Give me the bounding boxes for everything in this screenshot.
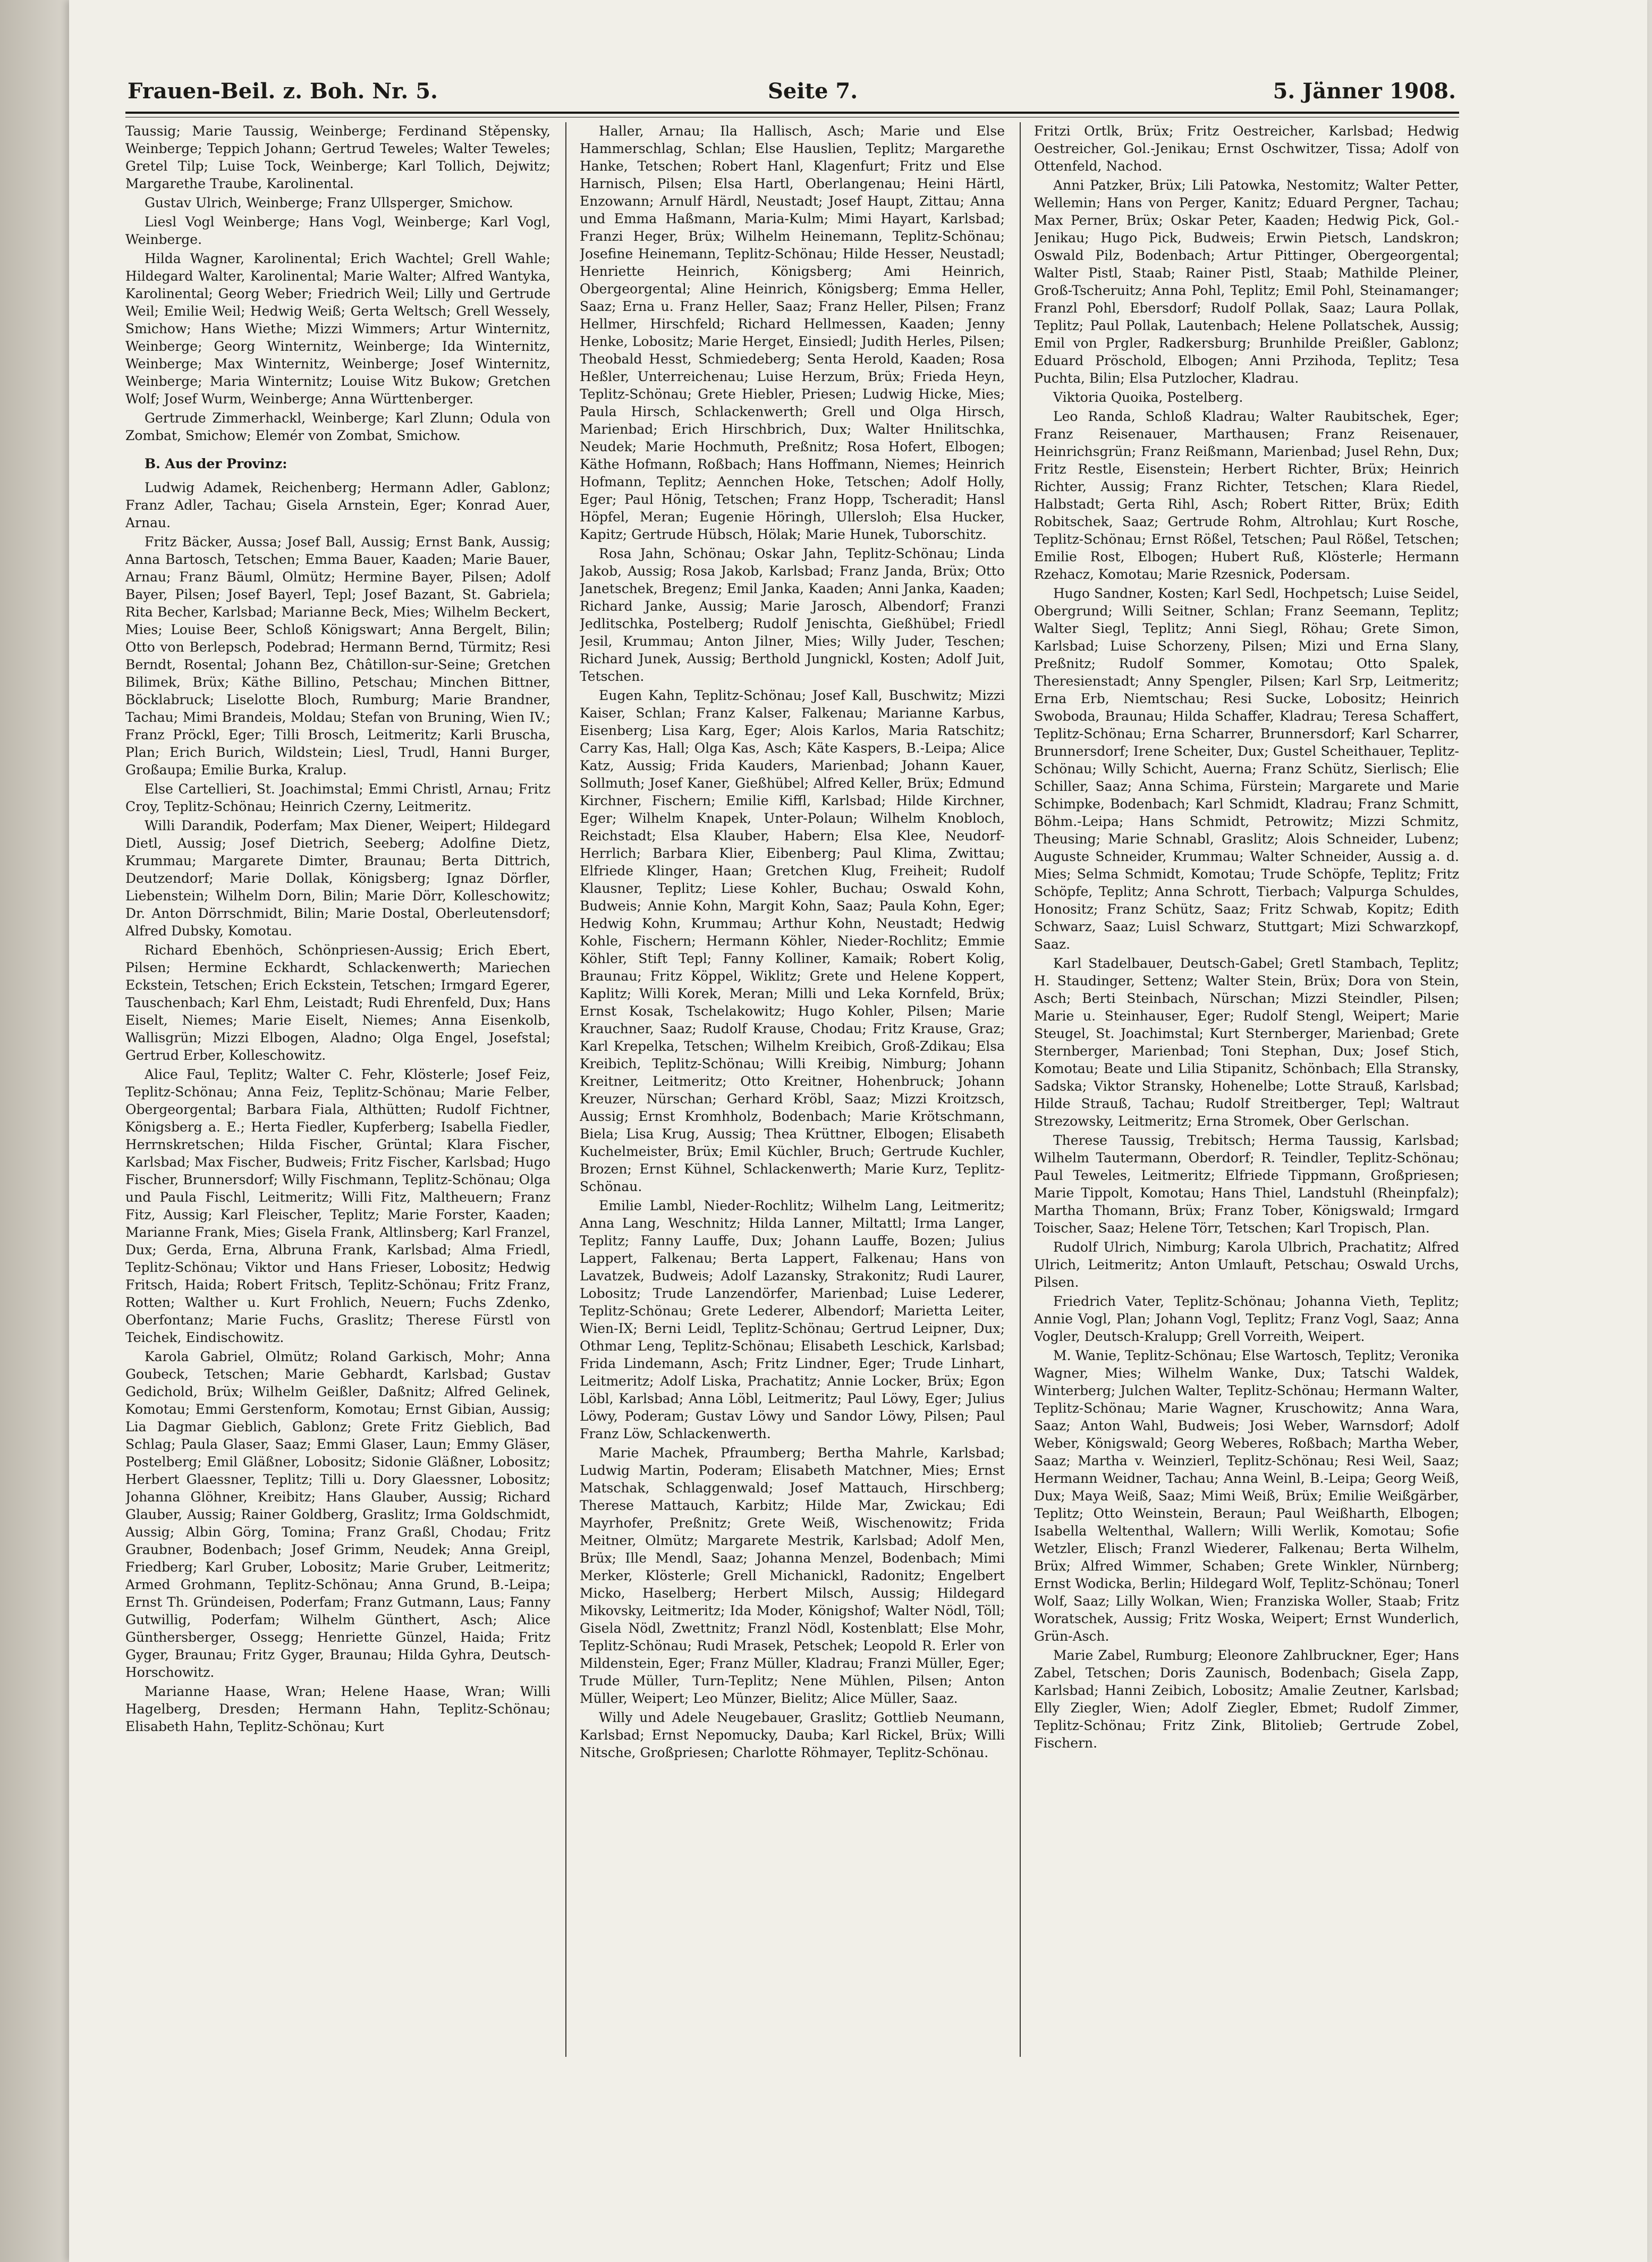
name-list-paragraph: Hugo Sandner, Kosten; Karl Sedl, Hochpetsch; Luise Seidel, Obergrund; Willi Seitner, Schlan; Franz Seemann, Teplitz; Walter Siegl, Teplitz; Anni Siegl, Röhau; Grete Simon, Karlsbad; Luise Schorzeny, Pilsen; Mizi und Erna Slany, Preßnitz; Rudolf Sommer, Komotau; Otto Spalek, Theresienstadt; Anny Spengler, Pilsen; Karl Srp, Leitmeritz; Erna Erb, Niemtschau; Resi Sucke, Lobositz; Heinrich Swoboda, Braunau; Hilda Schaffer, Kladrau; Teresa Schaffert, Teplitz-Schönau; Erna Scharrer, Brunnersdorf; Karl Scharrer, Brunnersdorf; Irene Scheiter, Dux; Gustel Scheithauer, Teplitz-Schönau; Willy Schicht, Auerna; Franz Schütz, Sierlisch; Elie Schiller, Saaz; Anna Schima, Fürstein; Margarete und Marie Schimpke, Bodenbach; Karl Schmidt, Kladrau; Franz Schmitt, Böhm.-Leipa; Hans Schmidt, Petrowitz; Mizzi Schmitz, Theusing; Marie Schnabl, Graslitz; Alois Schneider, Lubenz; Auguste Schneider, Krummau; Walter Schneider, Aussig a. d. Mies; Selma Schmidt, Komotau; Trude Schöpfe, Teplitz; Fritz Schöpfe, Teplitz; Anna Schrott, Tierbach; Valpurga Schuldes, Honositz; Franz Schütz, Saaz; Fritz Schwab, Kopitz; Edith Schwarz, Saaz; Luisl Schwarz, Stuttgart; Mizi Schwarzkopf, Saaz. (1034, 586, 1459, 952)
page-binding-edge (0, 0, 69, 2262)
name-list-paragraph: Leo Randa, Schloß Kladrau; Walter Raubitschek, Eger; Franz Reisenauer, Marthausen; Franz Reisenauer, Heinrichsgrün; Franz Reißmann, Marienbad; Jusel Rehn, Dux; Fritz Restle, Eisenstein; Herbert Richter, Brüx; Heinrich Richter, Aussig; Franz Richter, Tetschen; Klara Riedel, Halbstadt; Gerta Rihl, Asch; Robert Ritter, Brüx; Edith Robitschek, Saaz; Gertrude Rohm, Altrohlau; Kurt Rosche, Teplitz-Schönau; Ernst Rößel, Tetschen; Paul Rößel, Tetschen; Emilie Rost, Elbogen; Hubert Ruß, Klösterle; Hermann Rzehacz, Komotau; Marie Rzesnick, Podersam. (1034, 409, 1459, 582)
name-list-paragraph: Gustav Ulrich, Weinberge; Franz Ullsperger, Smichow. (145, 195, 513, 210)
name-list-paragraph: Gertrude Zimmerhackl, Weinberge; Karl Zlunn; Odula von Zombat, Smichow; Elemér von Zombat, Smichow. (125, 410, 550, 443)
name-list-paragraph: Eugen Kahn, Teplitz-Schönau; Josef Kall, Buschwitz; Mizzi Kaiser, Schlan; Franz Kalser, Falkenau; Marianne Karbus, Eisenberg; Lisa Karg, Eger; Alois Karlos, Maria Ratschitz; Carry Kas, Hall; Olga Kas, Asch; Käte Kaspers, B.-Leipa; Alice Katz, Aussig; Frida Kauders, Marienbad; Johann Kauer, Sollmuth; Josef Kaner, Gießhübel; Alfred Keller, Brüx; Edmund Kirchner, Fischern; Emilie Kiffl, Karlsbad; Hilde Kirchner, Eger; Wilhelm Knapek, Unter-Polaun; Wilhelm Knobloch, Reichstadt; Elsa Klauber, Habern; Elsa Klee, Neudorf-Herrlich; Barbara Klier, Eibenberg; Paul Klima, Zwittau; Elfriede Klinger, Haan; Gretchen Klug, Freiheit; Rudolf Klausner, Teplitz; Liese Kohler, Buchau; Oswald Kohn, Budweis; Annie Kohn, Margit Kohn, Saaz; Paula Kohn, Eger; Hedwig Kohn, Krummau; Arthur Kohn, Neustadt; Hedwig Kohle, Fischern; Hermann Köhler, Nieder-Rochlitz; Emmie Köhler, Stift Tepl; Fanny Kolliner, Kamaik; Robert Kolig, Braunau; Fritz Köppel, Wiklitz; Grete und Helene Koppert, Kaplitz; Willi Korek, Meran; Milli und Leka Kornfeld, Brüx; Ernst Kosak, Tschelakowitz; Hugo Kohler, Pilsen; Marie Krauchner, Saaz; Rudolf Krause, Chodau; Fritz Krause, Graz; Karl Krepelka, Tetschen; Wilhelm Kreibich, Groß-Zdikau; Elsa Kreibich, Teplitz-Schönau; Willi Kreibig, Nimburg; Johann Kreitner, Leitmeritz; Otto Kreitner, Hohenbruck; Johann Kreuzer, Nürschan; Gerhard Kröbl, Saaz; Mizzi Kroitzsch, Aussig; Ernst Kromhholz, Bodenbach; Marie Krötschmann, Biela; Lisa Krug, Aussig; Thea Krüttner, Elbogen; Elisabeth Kuchelmeister, Brüx; Emil Küchler, Bruch; Gertrude Kuchler, Brozen; Ernst Kühnel, Schlackenwerth; Marie Kurz, Teplitz-Schönau. (580, 688, 1005, 1194)
name-list-paragraph: Liesl Vogl Weinberge; Hans Vogl, Weinberge; Karl Vogl, Weinberge. (125, 214, 550, 247)
page-header (128, 79, 1456, 111)
name-list-paragraph: Friedrich Vater, Teplitz-Schönau; Johanna Vieth, Teplitz; Annie Vogl, Plan; Johann Vogl, Teplitz; Franz Vogl, Saaz; Anna Vogler, Deutsch-Kralupp; Grell Vorreith, Weipert. (1034, 1294, 1459, 1344)
column-middle (580, 122, 1005, 2089)
name-list-paragraph: Karl Stadelbauer, Deutsch-Gabel; Gretl Stambach, Teplitz; H. Staudinger, Settenz; Walter Stein, Brüx; Dora von Stein, Asch; Berti Steinbach, Nürschan; Mizzi Steindler, Pilsen; Marie u. Steinhauser, Eger; Rudolf Stengl, Weipert; Marie Steugel, St. Joachimstal; Kurt Sternberger, Marienbad; Grete Sternberger, Marienbad; Toni Stephan, Dux; Josef Stich, Komotau; Beate und Lilia Stipanitz, Schönbach; Ella Stransky, Sadska; Viktor Stransky, Hohenelbe; Lotte Strauß, Karlsbad; Hilde Strauß, Tachau; Rudolf Streitberger, Tepl; Waltraut Strezowsky, Leitmeritz; Erna Stromek, Ober Gerlschan. (1034, 956, 1459, 1129)
name-list-paragraph: Ludwig Adamek, Reichenberg; Hermann Adler, Gablonz; Franz Adler, Tachau; Gisela Arnstein, Eger; Konrad Auer, Arnau. (125, 480, 550, 530)
name-list-paragraph: Rosa Jahn, Schönau; Oskar Jahn, Teplitz-Schönau; Linda Jakob, Aussig; Rosa Jakob, Karlsbad; Franz Janda, Brüx; Otto Janetschek, Bregenz; Emil Janka, Kaaden; Anni Janka, Kaaden; Richard Janke, Aussig; Marie Jarosch, Albendorf; Franzi Jedlitschka, Postelberg; Rudolf Jenischta, Gießhübel; Friedl Jesil, Krummau; Anton Jilner, Mies; Willy Juder, Teschen; Richard Junek, Aussig; Berthold Jungnickl, Kosten; Adolf Juit, Tetschen. (580, 546, 1005, 684)
column-right (1034, 122, 1459, 2089)
name-list-paragraph: Emilie Lambl, Nieder-Rochlitz; Wilhelm Lang, Leitmeritz; Anna Lang, Weschnitz; Hilda Lanner, Miltattl; Irma Langer, Teplitz; Fanny Lauffe, Dux; Johann Lauffe, Bozen; Julius Lappert, Falkenau; Berta Lappert, Falkenau; Hans von Lavatzek, Budweis; Adolf Lazansky, Strakonitz; Rudi Laurer, Lobositz; Trude Lanzendörfer, Marienbad; Luise Lederer, Teplitz-Schönau; Grete Lederer, Albendorf; Marietta Leiter, Wien-IX; Berni Leidl, Teplitz-Schönau; Gertrud Leipner, Dux; Othmar Leng, Teplitz-Schönau; Elisabeth Leschick, Karlsbad; Frida Lindemann, Asch; Fritz Lindner, Eger; Trude Linhart, Leitmeritz; Adolf Liska, Prachatitz; Annie Locker, Brüx; Egon Löbl, Karlsbad; Anna Löbl, Leitmeritz; Paul Löwy, Eger; Julius Löwy, Poderam; Gustav Löwy und Sandor Löwy, Pilsen; Paul Franz Löw, Schlackenwerth. (580, 1198, 1005, 1441)
name-list-paragraph: Karola Gabriel, Olmütz; Roland Garkisch, Mohr; Anna Goubeck, Tetschen; Marie Gebhardt, Karlsbad; Gustav Gedichold, Brüx; Wilhelm Geißler, Daßnitz; Alfred Gelinek, Komotau; Emmi Gerstenform, Komotau; Ernst Gibian, Aussig; Lia Dagmar Gieblich, Gablonz; Grete Fritz Gieblich, Bad Schlag; Paula Glaser, Saaz; Emmi Glaser, Laun; Emmy Gläser, Postelberg; Emil Gläßner, Lobositz; Sidonie Gläßner, Lobositz; Herbert Glaessner, Teplitz; Tilli u. Dory Glaessner, Lobositz; Johanna Glöhner, Kreibitz; Hans Glauber, Aussig; Richard Glauber, Aussig; Rainer Goldberg, Graslitz; Irma Goldschmidt, Aussig; Albin Görg, Tomina; Franz Graßl, Chodau; Fritz Graubner, Bodenbach; Josef Grimm, Neudek; Anna Greipl, Friedberg; Karl Gruber, Lobositz; Marie Gruber, Leitmeritz; Armed Grohmann, Teplitz-Schönau; Anna Grund, B.-Leipa; Ernst Th. Gründeisen, Poderfam; Franz Gutmann, Laus; Fanny Gutwillig, Poderfam; Wilhelm Günthert, Asch; Alice Günthersberger, Ossegg; Henriette Günzel, Haida; Fritz Gyger, Braunau; Fritz Gyger, Braunau; Hilda Gyhra, Deutsch-Horschowitz. (125, 1349, 550, 1680)
name-list-paragraph: Anni Patzker, Brüx; Lili Patowka, Nestomitz; Walter Petter, Wellemin; Hans von Perger, Kanitz; Eduard Pergner, Tachau; Max Perner, Brüx; Oskar Peter, Kaaden; Hedwig Pick, Gol.-Jenikau; Hugo Pick, Budweis; Erwin Pietsch, Landskron; Oswald Pilz, Bodenbach; Artur Pittinger, Obergeorgental; Walter Pistl, Staab; Rainer Pistl, Staab; Mathilde Pleiner, Groß-Tscheruitz; Anna Pohl, Teplitz; Emil Pohl, Steinamanger; Franzl Pohl, Ebersdorf; Rudolf Pollak, Saaz; Laura Pollak, Teplitz; Paul Pollak, Lautenbach; Helene Pollatschek, Aussig; Emil von Prgler, Radkersburg; Brunhilde Preißler, Gablonz; Eduard Pröschold, Elbogen; Anni Przihoda, Teplitz; Tesa Puchta, Bilin; Elsa Putzlocher, Kladrau. (1034, 178, 1459, 386)
header-supplement-title: Frauen-Beil. z. Boh. Nr. 5. (128, 79, 438, 104)
name-list-paragraph: Taussig; Marie Taussig, Weinberge; Ferdinand Stěpensky, Weinberge; Teppich Johann; Gertrud Teweles; Walter Teweles; Gretel Tilp; Luise Tock, Weinberge; Karl Tollich, Dejwitz; Margarethe Traube, Karolinental. (125, 123, 550, 191)
name-list-paragraph: Viktoria Quoika, Postelberg. (1053, 390, 1243, 405)
header-date: 5. Jänner 1908. (1273, 79, 1456, 104)
name-list-paragraph: Alice Faul, Teplitz; Walter C. Fehr, Klösterle; Josef Feiz, Teplitz-Schönau; Anna Feiz, Teplitz-Schönau; Marie Felber, Obergeorgental; Barbara Fiala, Althütten; Rudolf Fichtner, Königsberg a. E.; Herta Fiedler, Kupferberg; Isabella Fiedler, Herrnskretschen; Hilda Fischer, Grüntal; Klara Fischer, Karlsbad; Max Fischer, Budweis; Fritz Fischer, Karlsbad; Hugo Fischer, Brunnersdorf; Willy Fischmann, Teplitz-Schönau; Olga und Paula Fischl, Leitmeritz; Willi Fitz, Maltheuern; Franz Fitz, Aussig; Karl Fleischer, Teplitz; Marie Forster, Kaaden; Marianne Frank, Mies; Gisela Frank, Altlinsberg; Karl Franzel, Dux; Gerda, Erna, Albruna Frank, Karlsbad; Alma Friedl, Teplitz-Schönau; Viktor und Hans Frieser, Lobositz; Hedwig Fritsch, Haida; Robert Fritsch, Teplitz-Schönau; Fritz Franz, Rotten; Walther u. Kurt Frohlich, Neuern; Fuchs Zdenko, Oberfontanz; Marie Fuchs, Graslitz; Therese Fürstl von Teichek, Eindischowitz. (125, 1067, 550, 1345)
name-list-paragraph: Marie Machek, Pfraumberg; Bertha Mahrle, Karlsbad; Ludwig Martin, Poderam; Elisabeth Matchner, Mies; Ernst Matschak, Schlaggenwald; Josef Mattauch, Hirschberg; Therese Mattauch, Karbitz; Hilde Mar, Zwickau; Edi Mayrhofer, Preßnitz; Grete Weiß, Wischenowitz; Frida Meitner, Olmütz; Margarete Mestrik, Karlsbad; Adolf Men, Brüx; Ille Mendl, Saaz; Johanna Menzel, Bodenbach; Mimi Merker, Klösterle; Grell Michanickl, Radonitz; Engelbert Micko, Haselberg; Herbert Milsch, Aussig; Hildegard Mikovsky, Leitmeritz; Ida Moder, Königshof; Walter Nödl, Töll; Gisela Nödl, Zwettnitz; Franzl Nödl, Kostenblatt; Else Mohr, Teplitz-Schönau; Rudi Mrasek, Petschek; Leopold R. Erler von Mildenstein, Eger; Franz Müller, Kladrau; Franzi Müller, Eger; Trude Müller, Turn-Teplitz; Nene Mühlen, Pilsen; Anton Müller, Weipert; Leo Münzer, Bielitz; Alice Müller, Saaz. (580, 1445, 1005, 1706)
article-columns (125, 122, 1459, 2089)
name-list-paragraph: M. Wanie, Teplitz-Schönau; Else Wartosch, Teplitz; Veronika Wagner, Mies; Wilhelm Wanke, Dux; Tatschi Waldek, Winterberg; Julchen Walter, Teplitz-Schönau; Hermann Walter, Teplitz-Schönau; Marie Wagner, Kruschowitz; Anna Wara, Saaz; Anton Wahl, Budweis; Josi Weber, Warnsdorf; Adolf Weber, Königswald; Georg Weberes, Roßbach; Martha Weber, Saaz; Martha v. Weinzierl, Teplitz-Schönau; Resi Weil, Saaz; Hermann Weidner, Tachau; Anna Weinl, B.-Leipa; Georg Weiß, Dux; Maya Weiß, Saaz; Mimi Weiß, Brüx; Emilie Weißgärber, Teplitz; Otto Weinstein, Beraun; Paul Weißharth, Elbogen; Isabella Weltenthal, Wallern; Willi Werlik, Komotau; Sofie Wetzler, Elisch; Franzl Wiederer, Falkenau; Berta Wilhelm, Brüx; Alfred Wimmer, Schaben; Grete Winkler, Nürnberg; Ernst Wodicka, Berlin; Hildegard Wolf, Teplitz-Schönau; Tonerl Wolf, Saaz; Lilly Wolkan, Wien; Franziska Woller, Staab; Fritz Woratschek, Aussig; Fritz Woska, Weipert; Ernst Wunderlich, Grün-Asch. (1034, 1348, 1459, 1644)
name-list-paragraph: Haller, Arnau; Ila Hallisch, Asch; Marie und Else Hammerschlag, Schlan; Else Hauslien, Teplitz; Margarethe Hanke, Tetschen; Robert Hanl, Klagenfurt; Fritz und Else Harnisch, Pilsen; Elsa Hartl, Oberlangenau; Heini Härtl, Enzowann; Arnulf Härdl, Neustadt; Josef Haupt, Zittau; Anna und Emma Haßmann, Maria-Kulm; Mimi Hayart, Karlsbad; Franzi Heger, Brüx; Wilhelm Heinemann, Teplitz-Schönau; Josefine Heinemann, Teplitz-Schönau; Hilde Hesser, Neustadl; Henriette Heinrich, Königsberg; Ami Heinrich, Obergeorgental; Aline Heinrich, Königsberg; Emma Heller, Saaz; Erna u. Franz Heller, Saaz; Franz Heller, Pilsen; Franz Hellmer, Hirschfeld; Richard Hellmessen, Kaaden; Jenny Henke, Lobositz; Marie Herget, Einsiedl; Judith Herles, Pilsen; Theobald Hesst, Schmiedeberg; Senta Herold, Kaaden; Rosa Heßler, Unterreichenau; Luise Herzum, Brüx; Frieda Heyn, Teplitz-Schönau; Grete Hiebler, Priesen; Ludwig Hicke, Mies; Paula Hirsch, Schlackenwerth; Grell und Olga Hirsch, Marienbad; Erich Hirschbrich, Dux; Walter Hnilitschka, Neudek; Marie Hochmuth, Preßnitz; Rosa Hofert, Elbogen; Käthe Hofmann, Roßbach; Hans Hoffmann, Niemes; Heinrich Hofmann, Teplitz; Aennchen Hoke, Tetschen; Adolf Holly, Eger; Paul Hönig, Tetschen; Franz Hopp, Tscheradit; Hansl Höpfel, Meran; Eugenie Höringh, Ullersloh; Elsa Hucker, Kapitz; Gertrude Hübsch, Hölak; Marie Hunek, Tuborschitz. (580, 123, 1005, 542)
name-list-paragraph: Willi Darandik, Poderfam; Max Diener, Weipert; Hildegard Dietl, Aussig; Josef Dietrich, Seeberg; Adolfine Dietz, Krummau; Margarete Dimter, Braunau; Berta Dittrich, Deutzendorf; Marie Dollak, Königsberg; Ignaz Dörfler, Liebenstein; Wilhelm Dorn, Bilin; Marie Dörr, Kolleschowitz; Dr. Anton Dörrschmidt, Bilin; Marie Dostal, Oberleutensdorf; Alfred Dubsky, Komotau. (125, 818, 550, 939)
name-list-paragraph: Else Cartellieri, St. Joachimstal; Emmi Christl, Arnau; Fritz Croy, Teplitz-Schönau; Heinrich Czerny, Leitmeritz. (125, 781, 550, 814)
column-left (125, 122, 550, 2089)
name-list-paragraph: Marianne Haase, Wran; Helene Haase, Wran; Willi Hagelberg, Dresden; Hermann Hahn, Teplitz-Schönau; Elisabeth Hahn, Teplitz-Schönau; Kurt (125, 1684, 550, 1734)
name-list-paragraph: Therese Taussig, Trebitsch; Herma Taussig, Karlsbad; Wilhelm Tautermann, Oberdorf; R. Teindler, Teplitz-Schönau; Paul Teweles, Leitmeritz; Elfriede Tippmann, Großpriesen; Marie Tippolt, Komotau; Hans Thiel, Landstuhl (Rheinpfalz); Martha Thomann, Brüx; Franz Tober, Königswald; Irmgard Toischer, Saaz; Helene Törr, Tetschen; Karl Tropisch, Plan. (1034, 1133, 1459, 1236)
name-list-paragraph: Rudolf Ulrich, Nimburg; Karola Ulbrich, Prachatitz; Alfred Ulrich, Leitmeritz; Anton Umlauft, Petschau; Oswald Urchs, Pilsen. (1034, 1239, 1459, 1290)
section-heading: B. Aus der Provinz: (145, 456, 287, 471)
column-divider-right (1020, 122, 1021, 2057)
name-list-paragraph: Marie Zabel, Rumburg; Eleonore Zahlbruckner, Eger; Hans Zabel, Tetschen; Doris Zaunisch, Bodenbach; Gisela Zapp, Karlsbad; Hanni Zeibich, Lobositz; Amalie Zeutner, Karlsbad; Elly Ziegler, Wien; Adolf Ziegler, Ebmet; Rudolf Zimmer, Teplitz-Schönau; Fritz Zink, Blitolieb; Gertrude Zobel, Fischern. (1034, 1648, 1459, 1751)
header-page-number: Seite 7. (768, 79, 858, 104)
name-list-paragraph: Hilda Wagner, Karolinental; Erich Wachtel; Grell Wahle; Hildegard Walter, Karolinental; Marie Walter; Alfred Wantyka, Karolinental; Georg Weber; Friedrich Weil; Lilly und Gertrude Weil; Emilie Weil; Hedwig Weiß; Gerta Weltsch; Grell Wessely, Smichow; Hans Wiethe; Mizzi Wimmers; Artur Winternitz, Weinberge; Georg Winternitz, Weinberge; Ida Winternitz, Weinberge; Max Winternitz, Weinberge; Josef Winternitz, Weinberge; Maria Winternitz; Louise Witz Bukow; Gretchen Wolf; Josef Wurm, Weinberge; Anna Württenberger. (125, 251, 550, 407)
column-divider-left (565, 122, 566, 2057)
name-list-paragraph: Fritz Bäcker, Aussa; Josef Ball, Aussig; Ernst Bank, Aussig; Anna Bartosch, Tetschen; Emma Bauer, Kaaden; Marie Bauer, Arnau; Franz Bäuml, Olmütz; Hermine Bayer, Pilsen; Adolf Bayer, Pilsen; Josef Bayerl, Tepl; Josef Bazant, St. Gabriela; Rita Becher, Karlsbad; Marianne Beck, Mies; Wilhelm Beckert, Mies; Louise Beer, Schloß Königswart; Anna Bergelt, Bilin; Otto von Berlepsch, Podebrad; Hermann Bernd, Türmitz; Resi Berndt, Rosental; Johann Bez, Châtillon-sur-Seine; Gretchen Bilimek, Brüx; Käthe Billino, Petschau; Minchen Bittner, Böcklabruck; Liselotte Bloch, Rumburg; Marie Brandner, Tachau; Mimi Brandeis, Moldau; Stefan von Bruning, Wien IV.; Franz Pröckl, Eger; Tilli Brosch, Leitmeritz; Karli Bruscha, Plan; Erich Burich, Wildstein; Liesl, Trudl, Hanni Burger, Großaupa; Emilie Burka, Kralup. (125, 534, 550, 778)
name-list-paragraph: Fritzi Ortlk, Brüx; Fritz Oestreicher, Karlsbad; Hedwig Oestreicher, Gol.-Jenikau; Ernst Oschwitzer, Tissa; Adolf von Ottenfeld, Nachod. (1034, 123, 1459, 174)
name-list-paragraph: Richard Ebenhöch, Schönpriesen-Aussig; Erich Ebert, Pilsen; Hermine Eckhardt, Schlackenwerth; Mariechen Eckstein, Tetschen; Erich Eckstein, Tetschen; Irmgard Egerer, Tauschenbach; Karl Ehm, Leistadt; Rudi Ehrenfeld, Dux; Hans Eiselt, Niemes; Marie Eiselt, Niemes; Anna Eisenkolb, Wallisgrün; Mizzi Elbogen, Aladno; Olga Engel, Josefstal; Gertrud Erber, Kolleschowitz. (125, 942, 550, 1063)
header-rule (125, 112, 1459, 117)
name-list-paragraph: Willy und Adele Neugebauer, Graslitz; Gottlieb Neumann, Karlsbad; Ernst Nepomucky, Dauba; Karl Rickel, Brüx; Willi Nitsche, Großpriesen; Charlotte Röhmayer, Teplitz-Schönau. (580, 1710, 1005, 1760)
